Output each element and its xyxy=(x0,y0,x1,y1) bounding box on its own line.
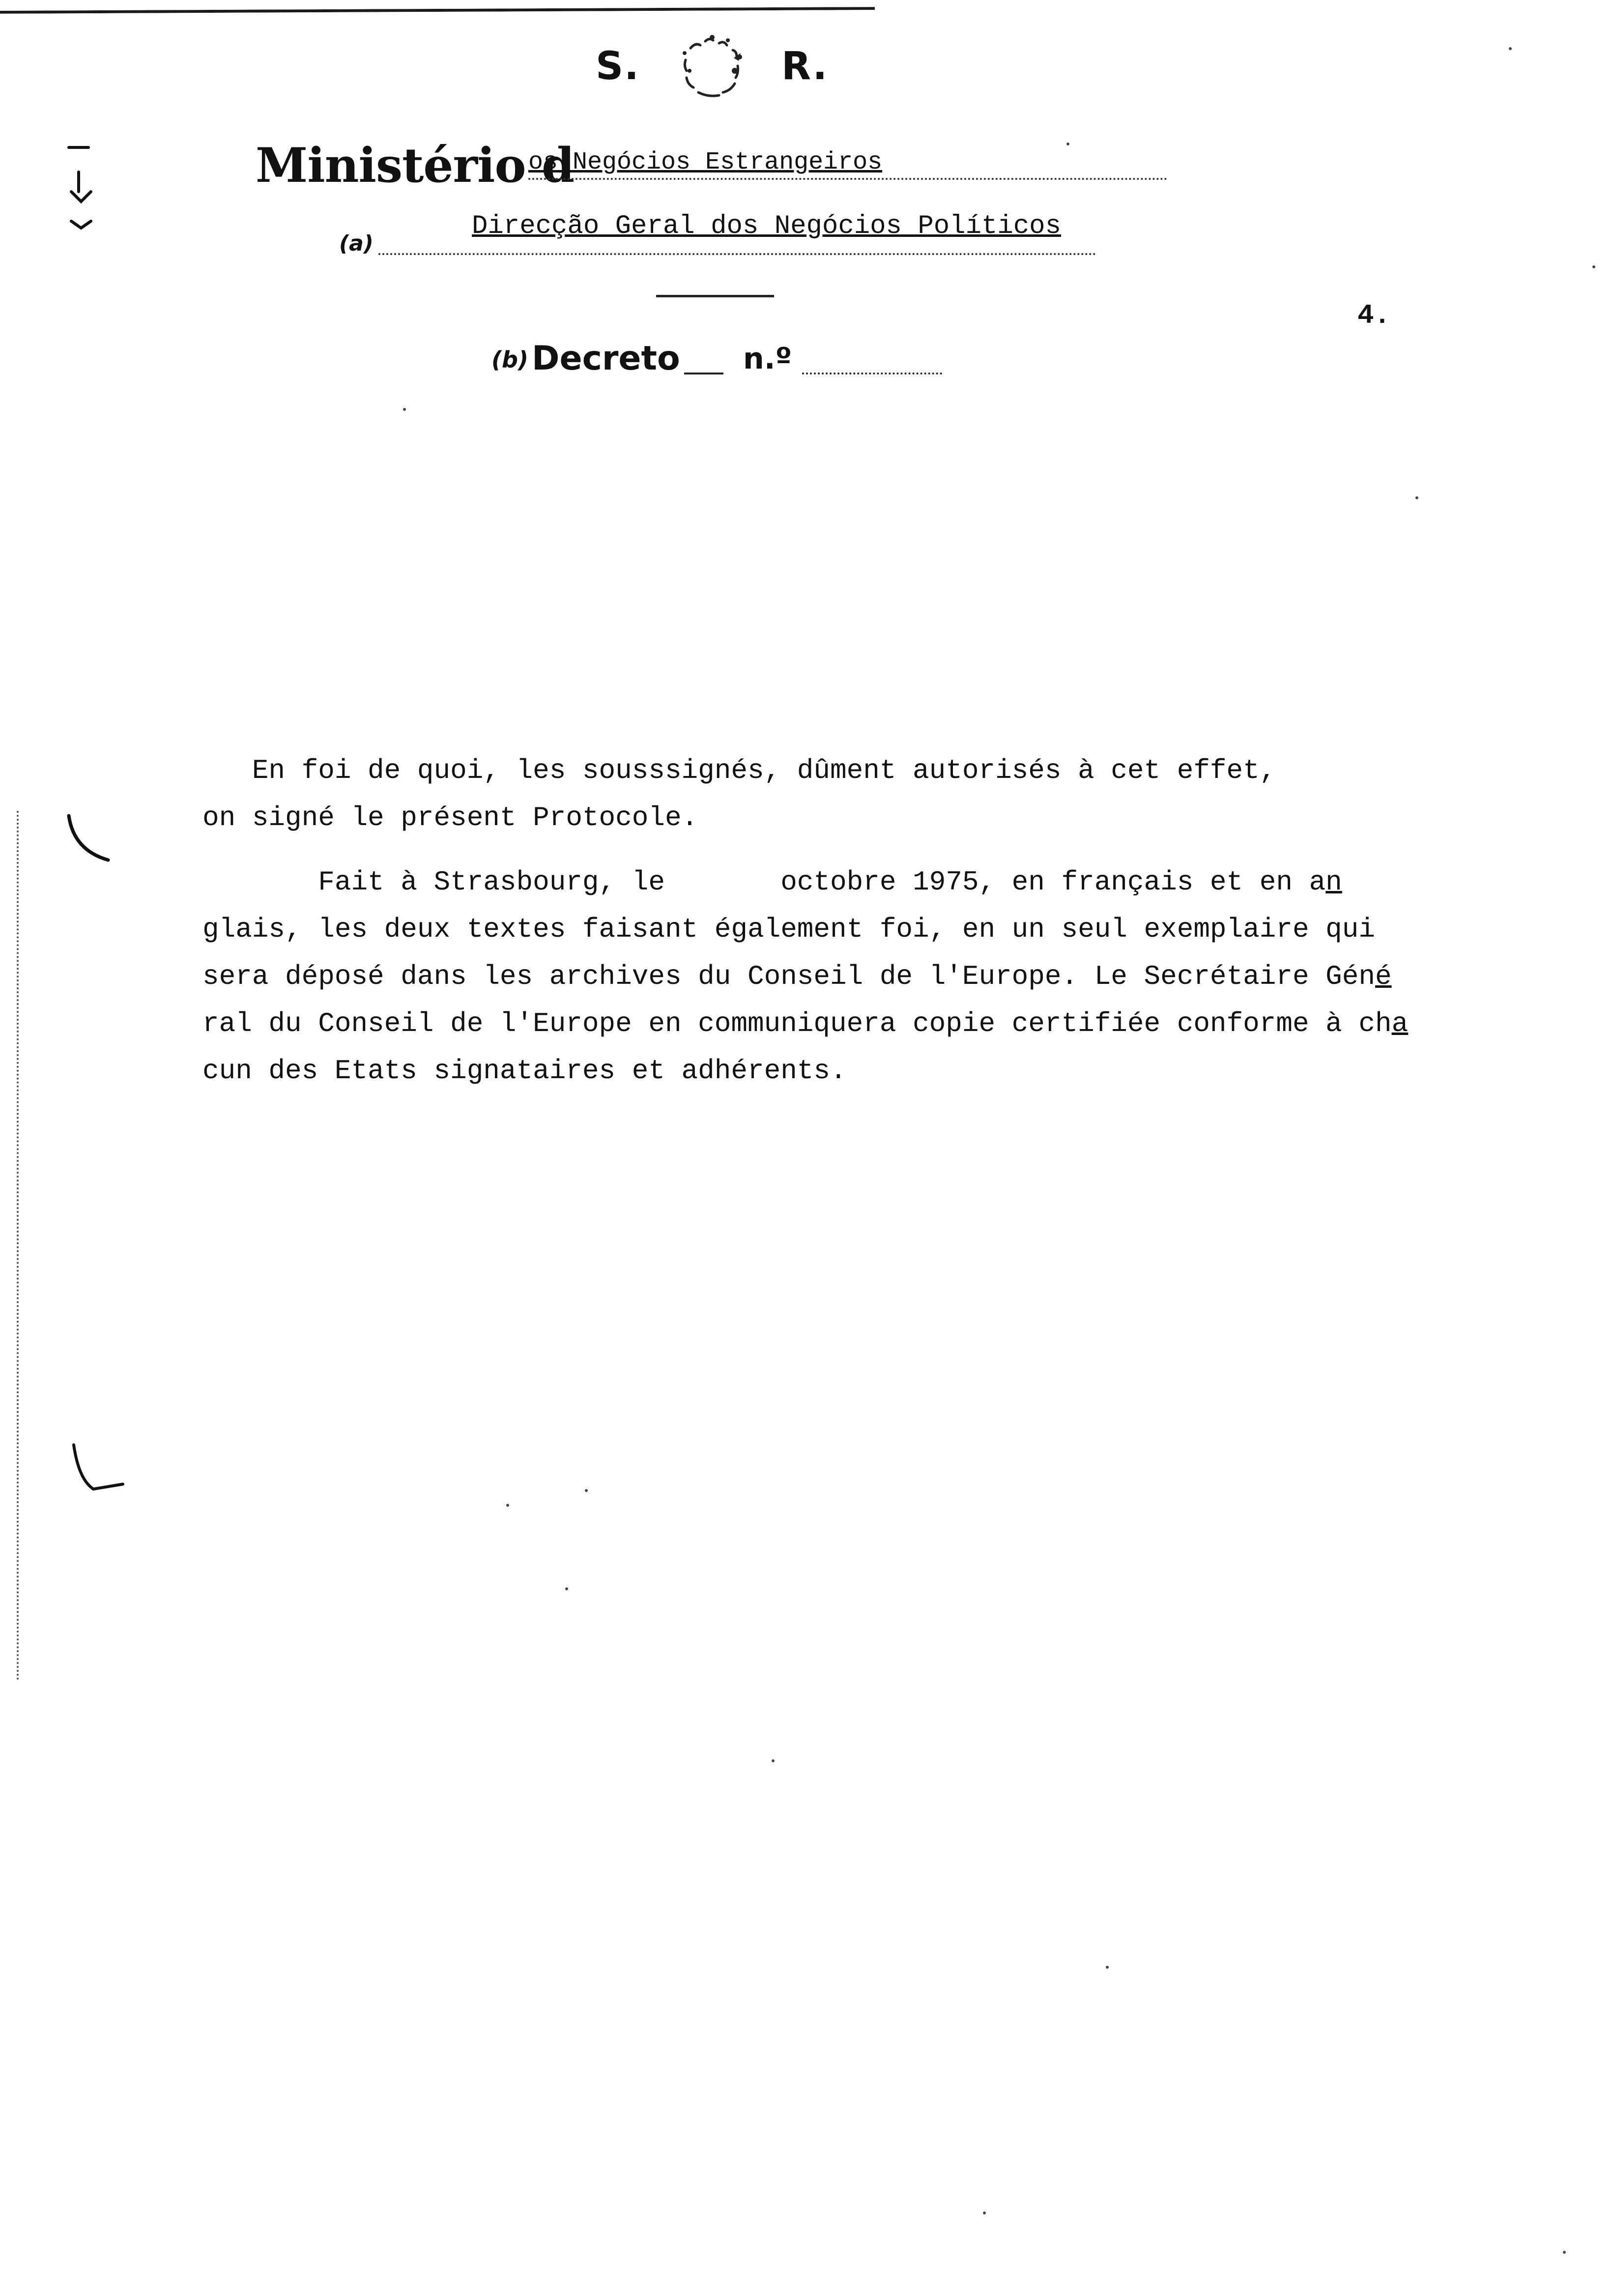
margin-tick-mark xyxy=(59,138,98,246)
margin-bracket-mark xyxy=(59,806,113,875)
text-line: En foi de quoi, les sousssignés, dûment autorisés à cet effet, xyxy=(202,755,1276,786)
scan-speck xyxy=(403,408,406,411)
text-line: cun des Etats signataires et adhérents. xyxy=(202,1055,847,1087)
margin-dotted-line xyxy=(17,811,23,1681)
ministry-name-field xyxy=(528,147,1167,180)
text-line: on signé le présent Protocole. xyxy=(202,802,698,833)
sr-right-letter: R. xyxy=(781,44,829,88)
scan-speck xyxy=(983,2211,986,2214)
scan-speck xyxy=(1509,47,1512,50)
direction-typed: Direcção Geral dos Negócios Políticos xyxy=(472,211,1061,241)
paragraph-signature xyxy=(202,747,1520,841)
decree-blank-line xyxy=(684,373,723,374)
text-line: glais, les deux textes faisant également foi, en un seul exemplaire qui xyxy=(202,914,1375,945)
scan-speck xyxy=(1415,496,1418,499)
decree-word: Decreto xyxy=(532,339,680,378)
direction-text xyxy=(472,211,1061,241)
decree-number-label: n.º xyxy=(743,342,792,376)
decree-label: (b) xyxy=(491,346,528,373)
scan-speck xyxy=(585,1489,588,1492)
scan-speck xyxy=(565,1587,568,1590)
ministry-heading: Ministério d xyxy=(256,138,575,193)
decree-number-blank xyxy=(802,373,942,374)
text-line: sera déposé dans les archives du Conseil de l'Europe. Le Secrétaire Géné xyxy=(202,961,1392,992)
scan-speck xyxy=(772,1759,775,1762)
header-divider xyxy=(656,295,774,297)
scan-speck xyxy=(1106,1966,1109,1969)
margin-bracket-mark xyxy=(64,1435,133,1504)
ministry-name-typed: os Negócios Estrangeiros xyxy=(528,148,883,176)
text-line: Fait à Strasbourg, le octobre 1975, en français et en an xyxy=(202,866,1342,898)
top-edge-rule xyxy=(0,7,875,18)
scan-speck xyxy=(506,1504,509,1507)
scan-speck xyxy=(1563,2251,1566,2254)
text-line: ral du Conseil de l'Europe en communiquera copie certifiée conforme à cha xyxy=(202,1008,1409,1039)
paragraph-done-at xyxy=(202,859,1520,1094)
state-seal-icon xyxy=(661,29,764,107)
scan-speck xyxy=(1066,143,1069,145)
page-number: 4. xyxy=(1357,300,1391,331)
sr-left-letter: S. xyxy=(596,44,640,88)
direction-label: (a) xyxy=(339,231,374,256)
scan-speck xyxy=(1592,265,1595,268)
